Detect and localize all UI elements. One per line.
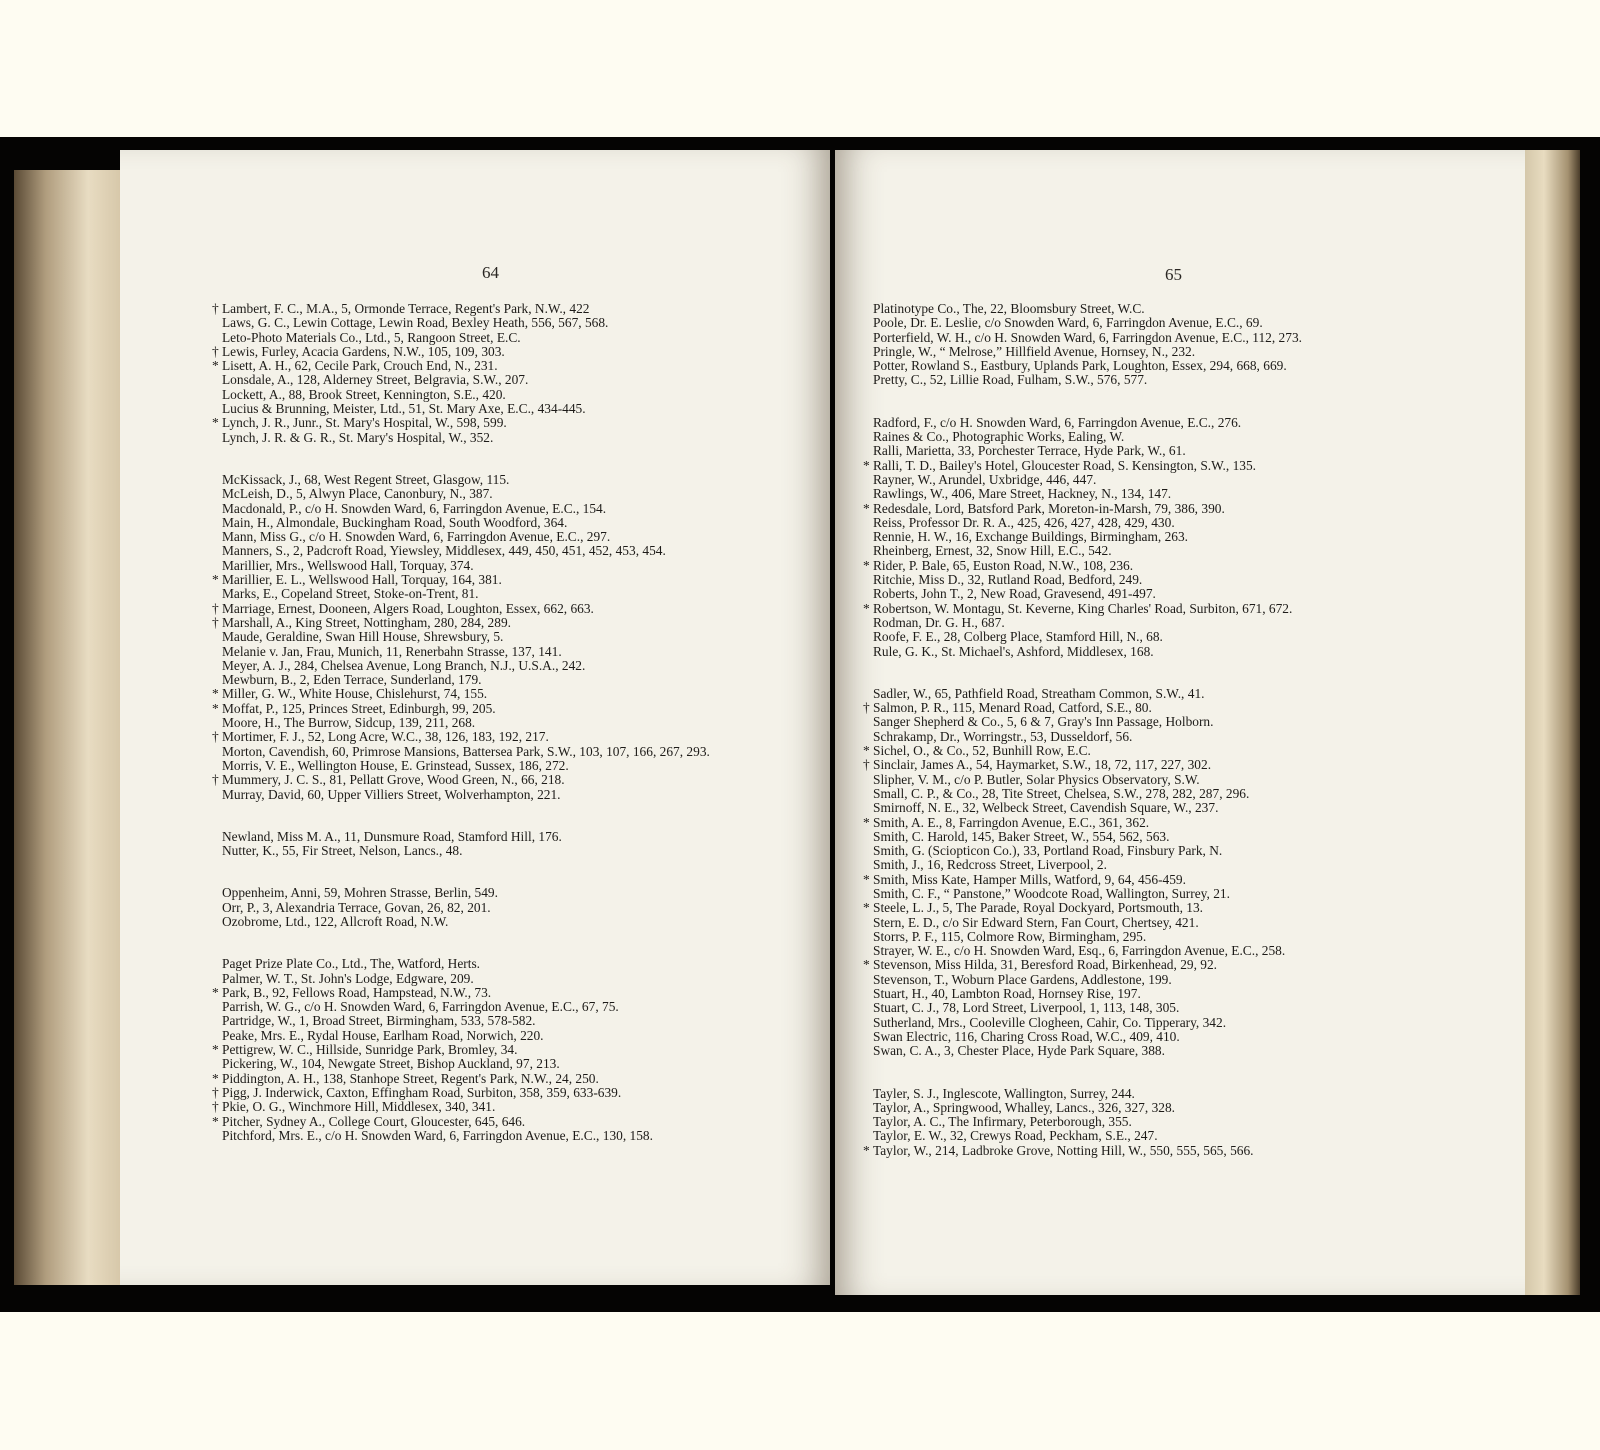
- entry-text: Taylor, A., Springwood, Whalley, Lancs., 326, 327, 328.: [873, 1099, 1176, 1115]
- entry-mark: *: [863, 957, 870, 973]
- entry-text: Miller, G. W., White House, Chislehurst, 74, 155.: [222, 686, 488, 702]
- directory-entry: [212, 901, 812, 915]
- directory-entry: [863, 1016, 1503, 1030]
- directory-entry: [863, 1044, 1503, 1058]
- directory-entry: [863, 459, 1503, 473]
- entry-text: Rodman, Dr. G. H., 687.: [873, 614, 1005, 630]
- directory-entry: [863, 1144, 1503, 1158]
- directory-entry: [863, 587, 1503, 601]
- entry-text: Smirnoff, N. E., 32, Welbeck Street, Cavendish Square, W., 237.: [873, 800, 1219, 816]
- directory-entry: [863, 1129, 1503, 1143]
- entry-mark: †: [212, 1099, 219, 1115]
- entry-text: Sadler, W., 65, Pathfield Road, Streatham Common, S.W., 41.: [873, 685, 1205, 701]
- letter-section: [212, 830, 812, 859]
- entry-text: Robertson, W. Montagu, St. Keverne, King Charles' Road, Surbiton, 671, 672.: [873, 600, 1293, 616]
- directory-entry: [212, 1014, 812, 1028]
- entry-text: Nutter, K., 55, Fir Street, Nelson, Lancs., 48.: [222, 843, 463, 859]
- entry-text: Ozobrome, Ltd., 122, Allcroft Road, N.W.: [222, 913, 449, 929]
- entry-text: Parrish, W. G., c/o H. Snowden Ward, 6, Farringdon Avenue, E.C., 67, 75.: [222, 999, 619, 1015]
- entry-text: Sichel, O., & Co., 52, Bunhill Row, E.C.: [873, 743, 1091, 759]
- entry-text: Potter, Rowland S., Eastbury, Uplands Park, Loughton, Essex, 294, 668, 669.: [873, 358, 1287, 374]
- entry-mark: *: [212, 700, 219, 716]
- directory-entry: [863, 858, 1503, 872]
- directory-entry: [212, 687, 812, 701]
- entry-text: Stevenson, T., Woburn Place Gardens, Addlestone, 199.: [873, 971, 1172, 987]
- entry-text: Roofe, F. E., 28, Colberg Place, Stamford Hill, N., 68.: [873, 629, 1163, 645]
- entry-text: Leto-Photo Materials Co., Ltd., 5, Rangoon Street, E.C.: [222, 329, 521, 345]
- directory-entry: [212, 1072, 812, 1086]
- directory-entry: [212, 559, 812, 573]
- directory-entry: [212, 659, 812, 673]
- entry-text: Marks, E., Copeland Street, Stoke-on-Trent, 81.: [222, 586, 479, 602]
- directory-entry: [863, 516, 1503, 530]
- entry-text: Lisett, A. H., 62, Cecile Park, Crouch End, N., 231.: [222, 358, 498, 374]
- entry-text: Storrs, P. F., 115, Colmore Row, Birmingham, 295.: [873, 928, 1147, 944]
- entry-text: Tayler, S. J., Inglescote, Wallington, Surrey, 244.: [873, 1085, 1135, 1101]
- directory-entry: [863, 887, 1503, 901]
- directory-entry: [212, 645, 812, 659]
- entry-text: Stuart, H., 40, Lambton Road, Hornsey Rise, 197.: [873, 986, 1141, 1002]
- entry-text: Redesdale, Lord, Batsford Park, Moreton-in-Marsh, 79, 386, 390.: [873, 500, 1225, 516]
- directory-entry: [863, 559, 1503, 573]
- directory-entry: [212, 886, 812, 900]
- entry-text: Meyer, A. J., 284, Chelsea Avenue, Long Branch, N.J., U.S.A., 242.: [222, 657, 586, 673]
- directory-entry: [863, 302, 1503, 316]
- entry-text: Smith, J., 16, Redcross Street, Liverpool, 2.: [873, 857, 1107, 873]
- directory-entry: [863, 1115, 1503, 1129]
- entry-text: Marillier, E. L., Wellswood Hall, Torquay, 164, 381.: [222, 572, 502, 588]
- entry-mark: †: [212, 772, 219, 788]
- directory-entry: [212, 388, 812, 402]
- directory-entry: [212, 788, 812, 802]
- entry-text: Morton, Cavendish, 60, Primrose Mansions, Battersea Park, S.W., 103, 107, 166, 267, 293.: [222, 743, 710, 759]
- directory-entry: [212, 630, 812, 644]
- directory-entry: [863, 530, 1503, 544]
- entry-text: Schrakamp, Dr., Worringstr., 53, Dusseldorf, 56.: [873, 728, 1133, 744]
- entry-text: Taylor, W., 214, Ladbroke Grove, Notting Hill, W., 550, 555, 565, 566.: [873, 1142, 1254, 1158]
- entry-mark: *: [863, 900, 870, 916]
- directory-entry: [863, 944, 1503, 958]
- directory-entry: [863, 502, 1503, 516]
- directory-entry: [212, 673, 812, 687]
- entry-text: Peake, Mrs. E., Rydal House, Earlham Road, Norwich, 220.: [222, 1027, 544, 1043]
- entry-text: Park, B., 92, Fellows Road, Hampstead, N.W., 73.: [222, 984, 492, 1000]
- directory-entry: [212, 759, 812, 773]
- directory-entry: [863, 901, 1503, 915]
- entry-text: Lonsdale, A., 128, Alderney Street, Belgravia, S.W., 207.: [222, 372, 529, 388]
- entry-text: Marriage, Ernest, Dooneen, Algers Road, Loughton, Essex, 662, 663.: [222, 600, 594, 616]
- entry-text: Main, H., Almondale, Buckingham Road, South Woodford, 364.: [222, 514, 568, 530]
- directory-entry: [863, 473, 1503, 487]
- entry-text: Macdonald, P., c/o H. Snowden Ward, 6, Farringdon Avenue, E.C., 154.: [222, 500, 607, 516]
- entry-mark: *: [212, 1070, 219, 1086]
- entry-mark: *: [212, 686, 219, 702]
- entry-text: Lewis, Furley, Acacia Gardens, N.W., 105, 109, 303.: [222, 343, 505, 359]
- entry-text: Rider, P. Bale, 65, Euston Road, N.W., 108, 236.: [873, 557, 1134, 573]
- directory-entry: [863, 830, 1503, 844]
- entry-text: Stevenson, Miss Hilda, 31, Beresford Road, Birkenhead, 29, 92.: [873, 957, 1218, 973]
- directory-entry: [212, 616, 812, 630]
- directory-entry: [863, 701, 1503, 715]
- entry-text: Melanie v. Jan, Frau, Munich, 11, Renerbahn Strasse, 137, 141.: [222, 643, 562, 659]
- entry-text: Rule, G. K., St. Michael's, Ashford, Middlesex, 168.: [873, 643, 1154, 659]
- directory-entry: [212, 316, 812, 330]
- entry-text: Pitchford, Mrs. E., c/o H. Snowden Ward, 6, Farringdon Avenue, E.C., 130, 158.: [222, 1127, 653, 1143]
- entry-mark: *: [863, 871, 870, 887]
- entry-text: Mummery, J. C. S., 81, Pellatt Grove, Wood Green, N., 66, 218.: [222, 772, 565, 788]
- directory-entry: [863, 373, 1503, 387]
- left-page-edges: [14, 170, 120, 1285]
- entry-text: Slipher, V. M., c/o P. Butler, Solar Physics Observatory, S.W.: [873, 771, 1200, 787]
- directory-entry: [863, 645, 1503, 659]
- directory-entry: [863, 1087, 1503, 1101]
- directory-entry: [212, 473, 812, 487]
- letter-section: [212, 886, 812, 929]
- directory-entry: [212, 716, 812, 730]
- directory-entry: [212, 416, 812, 430]
- directory-entry: [212, 915, 812, 929]
- entry-text: Sutherland, Mrs., Cooleville Clogheen, Cahir, Co. Tipperary, 342.: [873, 1014, 1227, 1030]
- entry-mark: †: [863, 700, 870, 716]
- page-number: 64: [482, 263, 499, 282]
- entry-text: Pickering, W., 104, Newgate Street, Bishop Auckland, 97, 213.: [222, 1056, 560, 1072]
- entry-text: Smith, C. Harold, 145, Baker Street, W., 554, 562, 563.: [873, 828, 1170, 844]
- entry-mark: *: [212, 415, 219, 431]
- entry-text: Partridge, W., 1, Broad Street, Birmingham, 533, 578-582.: [222, 1013, 536, 1029]
- letter-section: [863, 1087, 1503, 1158]
- entry-text: Ralli, T. D., Bailey's Hotel, Gloucester Road, S. Kensington, S.W., 135.: [873, 457, 1257, 473]
- left-page: [120, 150, 830, 1285]
- entry-text: Steele, L. J., 5, The Parade, Royal Dockyard, Portsmouth, 13.: [873, 900, 1203, 916]
- entry-text: Laws, G. C., Lewin Cottage, Lewin Road, Bexley Heath, 556, 567, 568.: [222, 315, 609, 331]
- entry-mark: *: [863, 600, 870, 616]
- directory-entry: [212, 530, 812, 544]
- directory-entry: [212, 745, 812, 759]
- directory-entry: [212, 587, 812, 601]
- directory-entry: [212, 573, 812, 587]
- directory-entry: [863, 758, 1503, 772]
- entry-text: Mewburn, B., 2, Eden Terrace, Sunderland, 179.: [222, 672, 482, 688]
- entry-mark: *: [212, 984, 219, 1000]
- right-page: [835, 150, 1525, 1295]
- entry-mark: †: [212, 600, 219, 616]
- directory-entry: [212, 402, 812, 416]
- entry-text: Strayer, W. E., c/o H. Snowden Ward, Esq., 6, Farringdon Avenue, E.C., 258.: [873, 943, 1286, 959]
- entry-text: Pringle, W., “ Melrose,” Hillfield Avenue, Hornsey, N., 232.: [873, 343, 1196, 359]
- directory-entry: [212, 544, 812, 558]
- entry-text: Taylor, E. W., 32, Crewys Road, Peckham, S.E., 247.: [873, 1128, 1158, 1144]
- directory-entry: [863, 444, 1503, 458]
- directory-entry: [863, 930, 1503, 944]
- directory-entry: [212, 844, 812, 858]
- directory-entry: [212, 431, 812, 445]
- entry-text: Morris, V. E., Wellington House, E. Grinstead, Sussex, 186, 272.: [222, 757, 569, 773]
- entry-text: Reiss, Professor Dr. R. A., 425, 426, 427, 428, 429, 430.: [873, 514, 1175, 530]
- directory-entry: [863, 359, 1503, 373]
- directory-entry: [863, 1030, 1503, 1044]
- directory-entry: [212, 830, 812, 844]
- letter-section: [863, 687, 1503, 1059]
- directory-entry: [863, 630, 1503, 644]
- directory-entry: [863, 416, 1503, 430]
- entry-text: Rawlings, W., 406, Mare Street, Hackney, N., 134, 147.: [873, 486, 1172, 502]
- entry-text: Ritchie, Miss D., 32, Rutland Road, Bedford, 249.: [873, 572, 1143, 588]
- entry-text: Raines & Co., Photographic Works, Ealing, W.: [873, 429, 1125, 445]
- entry-mark: †: [212, 343, 219, 359]
- entry-mark: †: [212, 729, 219, 745]
- directory-entry: [212, 516, 812, 530]
- directory-entry: [212, 702, 812, 716]
- letter-section: [212, 473, 812, 802]
- directory-entry: [863, 730, 1503, 744]
- entry-text: Murray, David, 60, Upper Villiers Street, Wolverhampton, 221.: [222, 786, 561, 802]
- directory-entry: [212, 730, 812, 744]
- entry-text: Marillier, Mrs., Wellswood Hall, Torquay, 374.: [222, 557, 474, 573]
- directory-entry: [212, 345, 812, 359]
- directory-entry: [863, 715, 1503, 729]
- entry-text: Pitcher, Sydney A., College Court, Gloucester, 645, 646.: [222, 1113, 526, 1129]
- entry-text: Rayner, W., Arundel, Uxbridge, 446, 447.: [873, 471, 1097, 487]
- entry-text: Platinotype Co., The, 22, Bloomsbury Street, W.C.: [873, 301, 1145, 316]
- directory-entry: [212, 502, 812, 516]
- directory-entry: [863, 973, 1503, 987]
- entry-text: McLeish, D., 5, Alwyn Place, Canonbury, N., 387.: [222, 486, 493, 502]
- directory-entries: [863, 302, 1503, 1186]
- entry-text: Mortimer, F. J., 52, Long Acre, W.C., 38, 126, 183, 192, 217.: [222, 729, 549, 745]
- directory-entry: [863, 616, 1503, 630]
- entry-text: Stern, E. D., c/o Sir Edward Stern, Fan Court, Chertsey, 421.: [873, 914, 1199, 930]
- entry-text: McKissack, J., 68, West Regent Street, Glasgow, 115.: [222, 471, 510, 487]
- entry-mark: †: [212, 614, 219, 630]
- entry-text: Swan, C. A., 3, Chester Place, Hyde Park Square, 388.: [873, 1043, 1165, 1059]
- entry-mark: †: [212, 301, 219, 316]
- directory-entry: [212, 1100, 812, 1114]
- directory-entry: [212, 302, 812, 316]
- entry-mark: *: [863, 457, 870, 473]
- page-number: 65: [1165, 265, 1182, 284]
- entry-text: Radford, F., c/o H. Snowden Ward, 6, Farringdon Avenue, E.C., 276.: [873, 414, 1242, 430]
- entry-mark: *: [863, 500, 870, 516]
- directory-entry: [212, 602, 812, 616]
- entry-mark: †: [863, 757, 870, 773]
- directory-entry: [863, 687, 1503, 701]
- entry-mark: *: [212, 1042, 219, 1058]
- directory-entry: [212, 986, 812, 1000]
- directory-entry: [863, 987, 1503, 1001]
- directory-entry: [863, 345, 1503, 359]
- entry-text: Oppenheim, Anni, 59, Mohren Strasse, Berlin, 549.: [222, 885, 498, 901]
- entry-mark: *: [212, 572, 219, 588]
- entry-text: Lynch, J. R. & G. R., St. Mary's Hospital, W., 352.: [222, 429, 494, 445]
- right-page-edges: [1520, 150, 1580, 1295]
- directory-entry: [212, 773, 812, 787]
- directory-entry: [212, 1057, 812, 1071]
- entry-mark: *: [212, 1113, 219, 1129]
- directory-entry: [863, 958, 1503, 972]
- entry-mark: *: [863, 557, 870, 573]
- entry-mark: *: [863, 1142, 870, 1158]
- entry-text: Mann, Miss G., c/o H. Snowden Ward, 6, Farringdon Avenue, E.C., 297.: [222, 529, 611, 545]
- entry-text: Newland, Miss M. A., 11, Dunsmure Road, Stamford Hill, 176.: [222, 828, 562, 844]
- directory-entry: [212, 359, 812, 373]
- directory-entry: [212, 373, 812, 387]
- directory-entry: [863, 573, 1503, 587]
- directory-entry: [212, 1029, 812, 1043]
- entry-text: Rheinberg, Ernest, 32, Snow Hill, E.C., 542.: [873, 543, 1112, 559]
- entry-text: Pettigrew, W. C., Hillside, Sunridge Park, Bromley, 34.: [222, 1042, 518, 1058]
- entry-text: Paget Prize Plate Co., Ltd., The, Watford, Herts.: [222, 956, 481, 972]
- directory-entry: [863, 801, 1503, 815]
- entry-text: Pkie, O. G., Winchmore Hill, Middlesex, 340, 341.: [222, 1099, 496, 1115]
- directory-entry: [212, 1086, 812, 1100]
- directory-entry: [212, 331, 812, 345]
- entry-text: Roberts, John T., 2, New Road, Gravesend, 491-497.: [873, 586, 1156, 602]
- letter-section: [863, 302, 1503, 388]
- directory-entry: [212, 972, 812, 986]
- letter-section: [212, 302, 812, 445]
- directory-entry: [863, 331, 1503, 345]
- entry-text: Salmon, P. R., 115, Menard Road, Catford, S.E., 80.: [873, 700, 1152, 716]
- directory-entry: [863, 602, 1503, 616]
- directory-entry: [863, 844, 1503, 858]
- directory-entry: [863, 744, 1503, 758]
- entry-text: Lynch, J. R., Junr., St. Mary's Hospital, W., 598, 599.: [222, 415, 507, 431]
- directory-entry: [212, 1115, 812, 1129]
- directory-entry: [863, 487, 1503, 501]
- directory-entry: [212, 1043, 812, 1057]
- entry-text: Lambert, F. C., M.A., 5, Ormonde Terrace, Regent's Park, N.W., 422: [222, 301, 590, 316]
- entry-text: Smith, G. (Sciopticon Co.), 33, Portland Road, Finsbury Park, N.: [873, 843, 1223, 859]
- entry-text: Ralli, Marietta, 33, Porchester Terrace, Hyde Park, W., 61.: [873, 443, 1186, 459]
- entry-text: Sanger Shepherd & Co., 5, 6 & 7, Gray's Inn Passage, Holborn.: [873, 714, 1214, 730]
- directory-entry: [212, 1129, 812, 1143]
- entry-text: Small, C. P., & Co., 28, Tite Street, Chelsea, S.W., 278, 282, 287, 296.: [873, 785, 1250, 801]
- entry-text: Moore, H., The Burrow, Sidcup, 139, 211, 268.: [222, 715, 476, 731]
- directory-entry: [212, 1000, 812, 1014]
- directory-entry: [863, 1101, 1503, 1115]
- directory-entry: [863, 1001, 1503, 1015]
- directory-entry: [863, 916, 1503, 930]
- entry-mark: *: [212, 358, 219, 374]
- entry-text: Palmer, W. T., St. John's Lodge, Edgware, 209.: [222, 970, 474, 986]
- entry-text: Stuart, C. J., 78, Lord Street, Liverpool, 1, 113, 148, 305.: [873, 1000, 1180, 1016]
- entry-text: Pigg, J. Inderwick, Caxton, Effingham Road, Surbiton, 358, 359, 633-639.: [222, 1084, 622, 1100]
- entry-text: Poole, Dr. E. Leslie, c/o Snowden Ward, 6, Farringdon Avenue, E.C., 69.: [873, 315, 1263, 331]
- directory-entry: [212, 487, 812, 501]
- directory-entry: [212, 957, 812, 971]
- directory-entry: [863, 773, 1503, 787]
- entry-mark: *: [863, 814, 870, 830]
- entry-text: Pretty, C., 52, Lillie Road, Fulham, S.W., 576, 577.: [873, 372, 1148, 388]
- entry-text: Maude, Geraldine, Swan Hill House, Shrewsbury, 5.: [222, 629, 504, 645]
- entry-text: Lockett, A., 88, Brook Street, Kennington, S.E., 420.: [222, 386, 506, 402]
- directory-entry: [863, 316, 1503, 330]
- entry-text: Sinclair, James A., 54, Haymarket, S.W., 18, 72, 117, 227, 302.: [873, 757, 1212, 773]
- directory-entry: [863, 787, 1503, 801]
- entry-text: Smith, Miss Kate, Hamper Mills, Watford, 9, 64, 456-459.: [873, 871, 1186, 887]
- entry-text: Marshall, A., King Street, Nottingham, 280, 284, 289.: [222, 614, 511, 630]
- letter-section: [212, 957, 812, 1143]
- entry-text: Manners, S., 2, Padcroft Road, Yiewsley, Middlesex, 449, 450, 451, 452, 453, 454.: [222, 543, 666, 559]
- entry-text: Smith, A. E., 8, Farringdon Avenue, E.C., 361, 362.: [873, 814, 1150, 830]
- directory-entries: [212, 302, 812, 1171]
- entry-text: Orr, P., 3, Alexandria Terrace, Govan, 26, 82, 201.: [222, 899, 491, 915]
- entry-text: Rennie, H. W., 16, Exchange Buildings, Birmingham, 263.: [873, 529, 1189, 545]
- entry-text: Taylor, A. C., The Infirmary, Peterborough, 355.: [873, 1114, 1132, 1130]
- entry-text: Piddington, A. H., 138, Stanhope Street, Regent's Park, N.W., 24, 250.: [222, 1070, 599, 1086]
- directory-entry: [863, 544, 1503, 558]
- entry-text: Porterfield, W. H., c/o H. Snowden Ward, 6, Farringdon Avenue, E.C., 112, 273.: [873, 329, 1302, 345]
- entry-text: Smith, C. F., “ Panstone,” Woodcote Road, Wallington, Surrey, 21.: [873, 885, 1230, 901]
- entry-text: Moffat, P., 125, Princes Street, Edinburgh, 99, 205.: [222, 700, 496, 716]
- entry-text: Lucius & Brunning, Meister, Ltd., 51, St. Mary Axe, E.C., 434-445.: [222, 401, 586, 417]
- directory-entry: [863, 816, 1503, 830]
- entry-mark: †: [212, 1084, 219, 1100]
- entry-mark: *: [863, 743, 870, 759]
- directory-entry: [863, 430, 1503, 444]
- entry-text: Swan Electric, 116, Charing Cross Road, W.C., 409, 410.: [873, 1028, 1180, 1044]
- letter-section: [863, 416, 1503, 659]
- directory-entry: [863, 873, 1503, 887]
